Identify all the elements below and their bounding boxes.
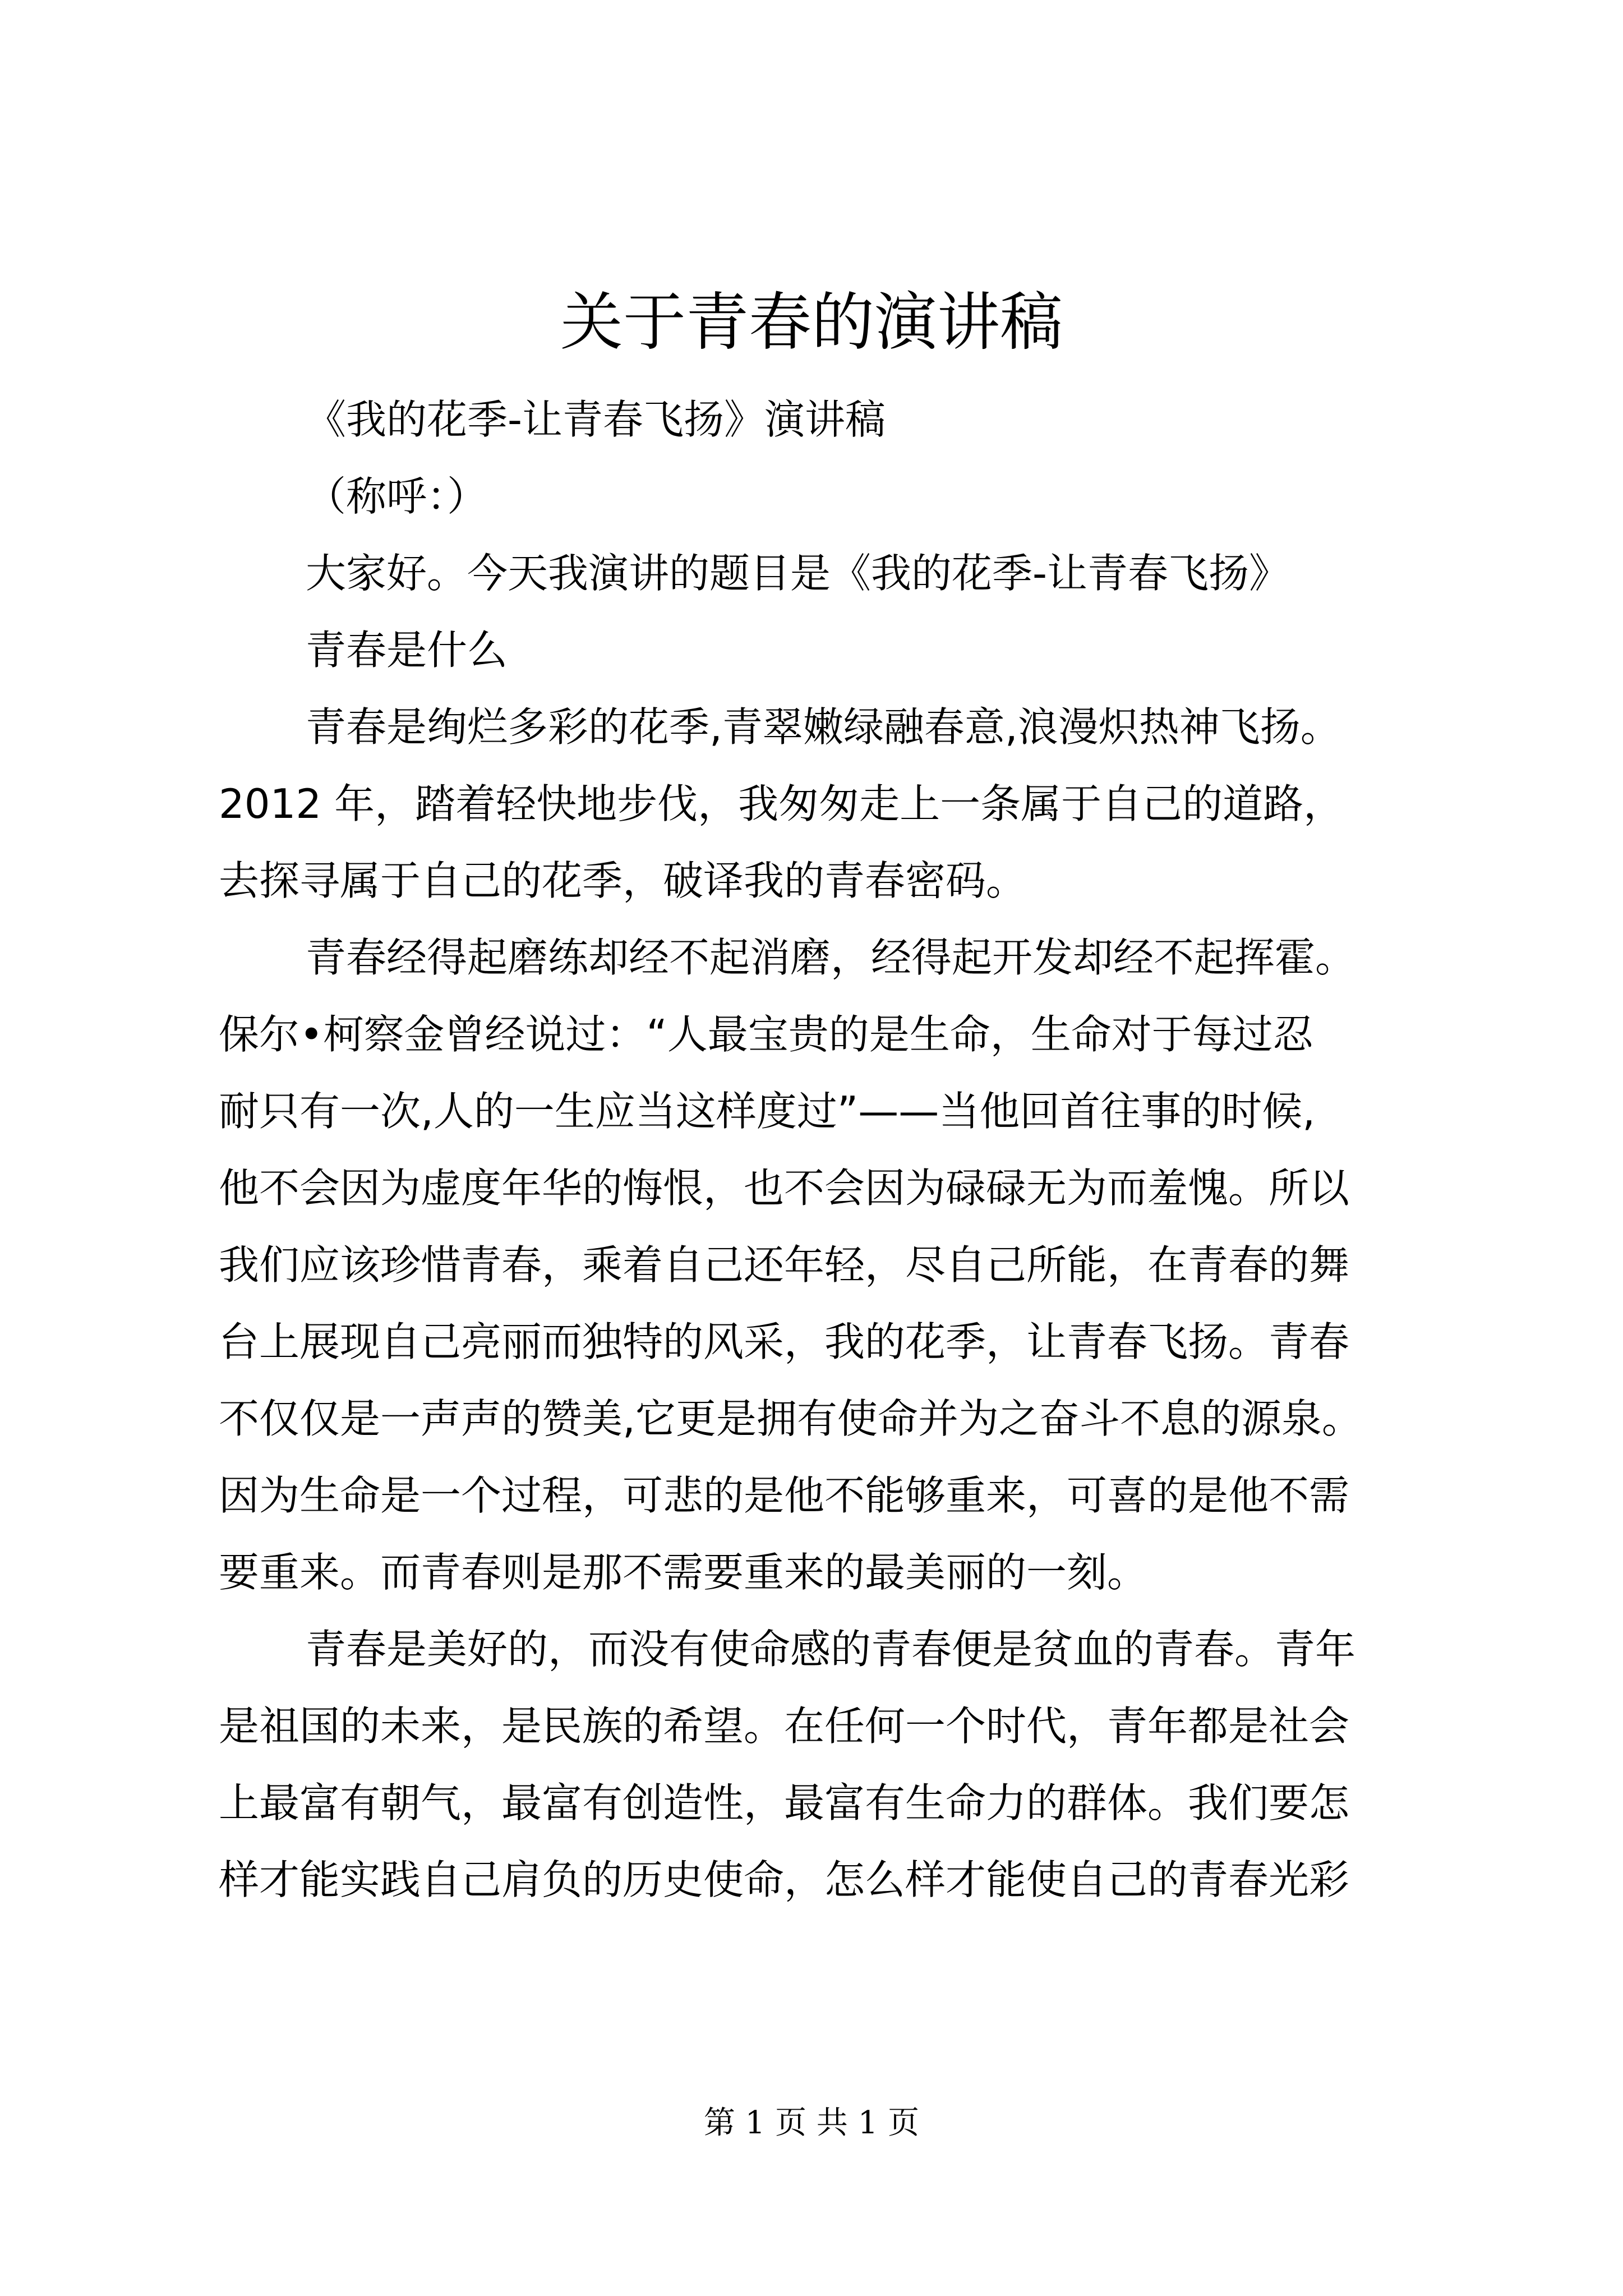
paragraph-body-1 [219, 689, 1441, 919]
text-line: 他不会因为虚度年华的悔恨，也不会因为碌碌无为而羞愧。所以 [219, 1165, 1350, 1212]
text-line: 因为生命是一个过程，可悲的是他不能够重来，可喜的是他不需 [219, 1472, 1350, 1519]
text-line: 保尔•柯察金曾经说过：“人最宝贵的是生命，生命对于每过忍 [219, 1011, 1313, 1058]
text-line: 上最富有朝气，最富有创造性，最富有生命力的群体。我们要怎 [219, 1779, 1350, 1826]
paragraph-body-2 [219, 919, 1441, 1611]
text-line: 2012 年，踏着轻快地步伐，我匆匆走上一条属于自己的道路， [219, 780, 1344, 827]
paragraph-salutation [219, 458, 1441, 535]
text-line: 《我的花季-让青春飞扬》演讲稿 [306, 396, 886, 443]
text-line: 台上展现自己亮丽而独特的风采，我的花季，让青春飞扬。青春 [219, 1318, 1350, 1365]
text-line: 大家好。今天我演讲的题目是《我的花季-让青春飞扬》 [306, 550, 1289, 597]
paragraph-speech-title [219, 381, 1441, 458]
text-line: 不仅仅是一声声的赞美,它更是拥有使命并为之奋斗不息的源泉。 [219, 1395, 1362, 1442]
paragraph-body-3 [219, 1611, 1441, 1918]
text-line: 要重来。而青春则是那不需要重来的最美丽的一刻。 [219, 1549, 1148, 1596]
document-title: 关于青春的演讲稿 [560, 286, 1063, 359]
text-line: 样才能实践自己肩负的历史使命，怎么样才能使自己的青春光彩 [219, 1856, 1350, 1903]
paragraph-greeting [219, 535, 1441, 612]
text-line: 我们应该珍惜青春，乘着自己还年轻，尽自己所能，在青春的舞 [219, 1241, 1350, 1289]
text-line: 去探寻属于自己的花季，破译我的青春密码。 [219, 857, 1027, 904]
text-line: 青春经得起磨练却经不起消磨，经得起开发却经不起挥霍。 [306, 934, 1356, 981]
paragraph-question [219, 612, 1441, 689]
text-line: 是祖国的未来，是民族的希望。在任何一个时代，青年都是社会 [219, 1703, 1350, 1750]
text-line: （称呼：） [306, 473, 488, 520]
text-line: 青春是绚烂多彩的花季,青翠嫩绿融春意,浪漫炽热神飞扬。 [306, 703, 1341, 751]
text-line: 青春是什么 [306, 627, 508, 674]
page-footer: 第 1 页 共 1 页 [703, 2105, 920, 2141]
document-body [219, 381, 1441, 1918]
text-line: 青春是美好的，而没有使命感的青春便是贫血的青春。青年 [306, 1626, 1356, 1673]
text-line: 耐只有一次,人的一生应当这样度过”——当他回首往事的时候, [219, 1088, 1316, 1135]
